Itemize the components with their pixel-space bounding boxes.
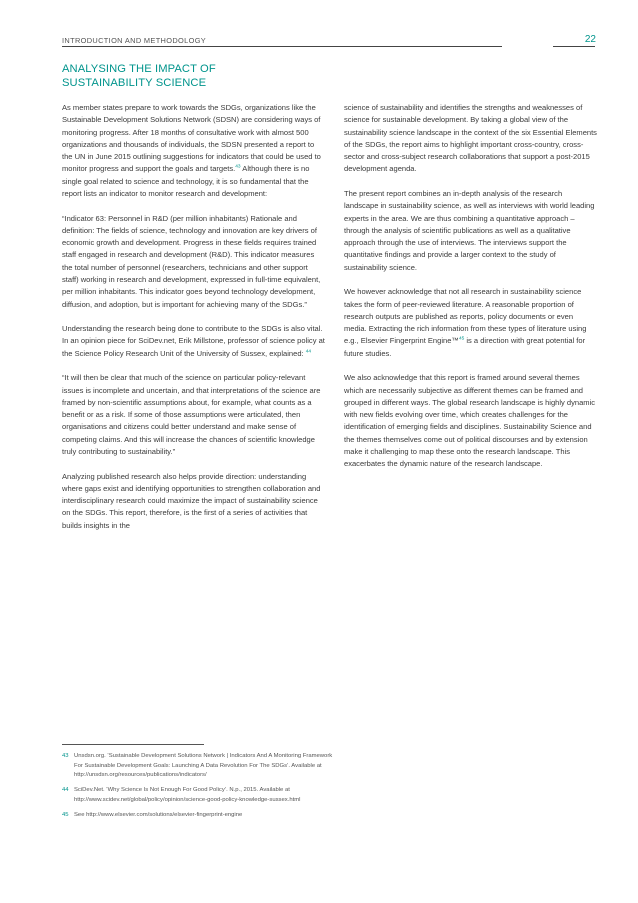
footnote-item <box>62 811 462 821</box>
footnote-line: SciDev.Net. ‘Why Science Is Not Enough For Good Policy’. N.p., 2015. Available at <box>74 787 290 794</box>
footnote-divider <box>62 744 204 745</box>
footnote-item <box>62 786 462 805</box>
footnote-line: For Sustainable Development Goals: Launching A Data Revolution For The SDGs’. Available at <box>74 762 322 769</box>
footnote-number: 43 <box>62 753 69 759</box>
footnotes <box>62 752 462 826</box>
quote-paragraph: “Indicator 63: Personnel in R&D (per million inhabitants) Rationale and definition: The fields of science, technology and innovation are key drivers of economic growth and development. Progress in these fields requires trained staff engaged in research and development (R&D). This indicator measures the total number of personnel (researchers, technicians and other support staff) working in research and development, expressed in full-time equivalent, per million inhabitants. This indicator goes beyond technology development, diffusion, and adoption, but is important for achieving many of the SDGs.” <box>62 213 321 309</box>
left-column <box>62 102 326 532</box>
section-title-line-2: SUSTAINABILITY SCIENCE <box>62 77 207 89</box>
page-number: 22 <box>584 34 596 45</box>
paragraph: Analyzing published research also helps provide direction: understanding where gaps exist and identifying opportunities to strengthen collaboration and interdisciplinary research could maximize the impact of sustainability science on the SDGs. This report, therefore, is the first of a series of activities that builds insights in the <box>62 471 321 530</box>
footnote-ref[interactable]: 43 <box>235 164 241 170</box>
paragraph-text: Understanding the research being done to contribute to the SDGs is also vital. In an opinion piece for SciDev.net, Erik Millstone, professor of science policy at the Science Policy Research Unit of the University of Sussex, explained: <box>62 324 325 358</box>
section-title-line-1: ANALYSING THE IMPACT OF <box>62 63 216 75</box>
footnote-ref[interactable]: 44 <box>305 349 312 355</box>
paragraph: The present report combines an in-depth analysis of the research landscape in sustainability science, as well as interviews with world leading experts in the area. We are thus combining a quantitative approach – through the analysis of scientific publications as well as a qualitative approach through the use of interviews. The interviews support the quantitative findings and provide a larger context to the study of sustainability science. <box>344 188 595 272</box>
footnote-link[interactable]: http://www.scidev.net/global/policy/opinion/science-good-policy-knowledge-sussex.html <box>74 796 301 803</box>
footnote-number: 44 <box>62 787 69 794</box>
footnote-item <box>62 752 462 781</box>
footnote-text <box>74 752 462 781</box>
page-number-divider <box>553 46 595 47</box>
footnote-number: 45 <box>62 811 69 818</box>
quote-paragraph: “It will then be clear that much of the science on particular policy-relevant issues is incomplete and uncertain, and that interpretations of the science are framed by non-scientific assumptions about, for example, what counts as a benefit or as a risk. If some of those assumptions were articulated, then organisations and citizens could better understand and make sense of competing claims. And this will increase the chances of scientific knowledge truly contributing to sustainability.” <box>62 373 321 456</box>
footnote-line: Unsdsn.org. ‘Sustainable Development Solutions Network | Indicators And A Monitoring Framework <box>74 753 333 759</box>
footnote-text <box>74 786 462 805</box>
header-divider <box>62 46 502 47</box>
footnote-text <box>74 811 462 821</box>
footnote-link[interactable]: http://unsdsn.org/resources/publications/indicators/ <box>74 772 207 779</box>
paragraph: science of sustainability and identifies the strengths and weaknesses of science for sustainable development. By taking a global view of the sustainability science landscape in the context of the six Essential Elements of the SDGs, the report aims to highlight important cross-country, cross-sector and cross-subject research collaborations that support a post-2015 development agenda. <box>344 103 597 174</box>
footnote-ref[interactable]: 45 <box>458 336 465 342</box>
paragraph <box>62 102 326 200</box>
section-title <box>62 62 322 90</box>
paragraph <box>62 323 326 360</box>
right-column <box>344 102 597 470</box>
paragraph <box>344 286 597 360</box>
paragraph-text: We however acknowledge that not all research in sustainability science takes the form of peer-reviewed literature. A reasonable proportion of research outputs are published as reports, policy documents or even media. Extracting the rich information from these types of literature using e.g., Elsevier Fingerprint Engine™ <box>344 287 587 346</box>
paragraph: We also acknowledge that this report is framed around several themes which are necessarily subjective as different themes can be framed and grouped in different ways. The global research landscape is highly dynamic with new fields evolving over time, which creates challenges for the identification of emerging fields and disciplines. Sustainability Science and the themes themselves come out of political discourses and by extension make it challenging to map these onto the research landscape. This exacerbates the dynamic nature of the research landscape. <box>344 373 596 469</box>
footnote-link[interactable]: See http://www.elsevier.com/solutions/elsevier-fingerprint-engine <box>74 811 243 818</box>
paragraph-text: Although there is no single goal related to science and technology, it is so fundamental that the report lists an indicator to monitor research and development: <box>62 164 310 198</box>
paragraph-text: As member states prepare to work towards the SDGs, organizations like the Sustainable Development Solutions Network (SDSN) are considering ways of monitoring progress. After 18 months of consultative work with almost 500 organizations and thousands of individuals, the SDSN presented a report to the UN in June 2015 outlining suggestions for indicators that could be used to monitor progress and support the goals and targets. <box>62 103 321 174</box>
paragraph-text: is a direction with great potential for future studies. <box>344 336 586 358</box>
header-section-title: INTRODUCTION AND METHODOLOGY <box>62 36 207 45</box>
